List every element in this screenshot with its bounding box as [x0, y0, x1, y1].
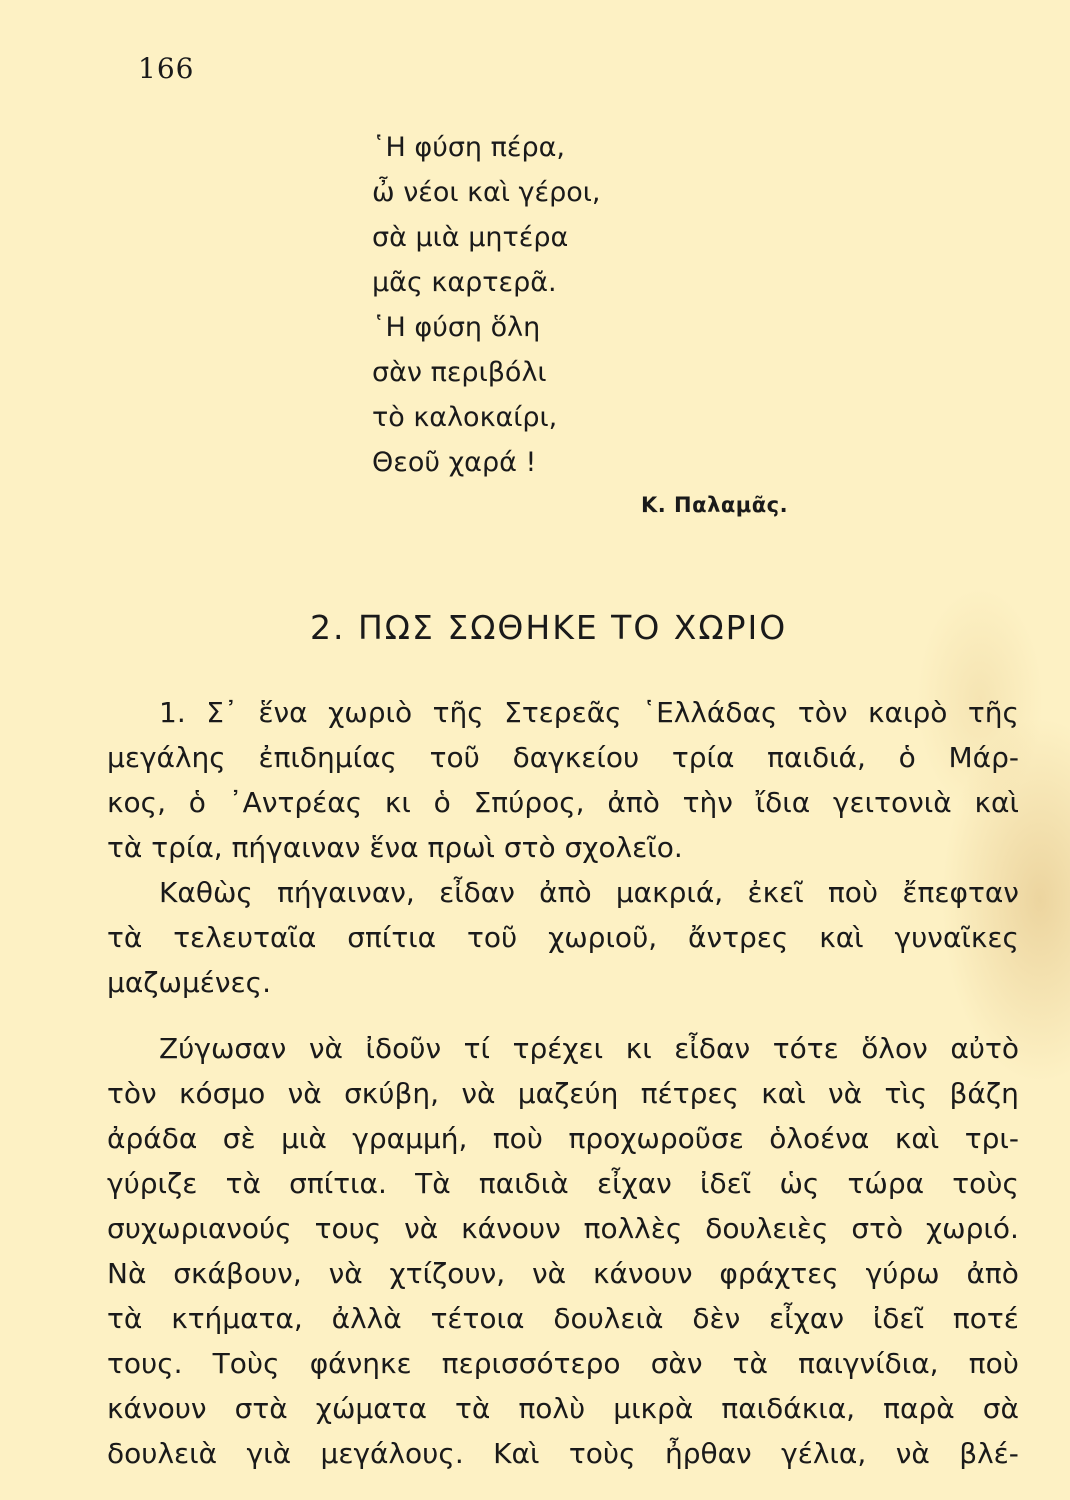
word: τους. — [107, 1347, 183, 1380]
word: δαγκείου — [512, 741, 640, 774]
word: ἰδεῖ — [700, 1167, 752, 1200]
word: κόσμο — [178, 1077, 266, 1110]
word: καὶ — [761, 1077, 806, 1110]
word: κτήματα, — [171, 1302, 303, 1335]
word: ὁ — [433, 786, 451, 819]
word: ὁ — [898, 741, 916, 774]
word: μεγάλης — [107, 741, 226, 774]
text-line: μαζωμένες. — [107, 966, 272, 999]
word: τέτοια — [430, 1302, 525, 1335]
word: στὸ — [851, 1212, 904, 1245]
word: εἶχαν — [596, 1167, 672, 1200]
word: ᾽Αντρέας — [228, 786, 363, 819]
word: κάνουν — [107, 1392, 207, 1425]
word: τῆς — [432, 696, 484, 729]
word: ποὺ — [492, 1122, 544, 1155]
word: ἀράδα — [107, 1122, 198, 1155]
word: χωριοῦ, — [548, 921, 658, 954]
word: καὶ — [894, 1122, 940, 1155]
word: τρέχει — [512, 1032, 604, 1065]
word: ὁλοένα — [769, 1122, 870, 1155]
word: τὰ — [455, 1392, 491, 1425]
poem-line: ῾Η φύση πέρα, — [372, 132, 565, 163]
word: αὐτὸ — [950, 1032, 1019, 1065]
word: τώρα — [847, 1167, 925, 1200]
word: προχωροῦσε — [568, 1122, 744, 1155]
word: τοὺς — [952, 1167, 1019, 1200]
word: κι — [625, 1032, 652, 1065]
word: ἀπὸ — [607, 786, 660, 819]
word: Τοὺς — [212, 1347, 280, 1380]
word: ὡς — [779, 1167, 820, 1200]
word: χώματα — [315, 1392, 427, 1425]
word: μακριά, — [615, 876, 724, 909]
word: φράχτες — [719, 1257, 839, 1290]
word: Καθὼς — [159, 876, 253, 909]
text-line — [107, 1161, 1019, 1206]
word: νὰ — [404, 1212, 439, 1245]
word: Σ᾽ — [206, 696, 238, 729]
word: τοῦ — [429, 741, 480, 774]
text-line — [107, 1341, 1019, 1386]
word: ἰδεῖ — [872, 1302, 925, 1335]
word: τοῦ — [466, 921, 518, 954]
text-line — [107, 1071, 1019, 1116]
word: πέτρες — [640, 1077, 739, 1110]
word: σὰ — [982, 1392, 1019, 1425]
word: τοὺς — [568, 1437, 636, 1470]
text-line — [107, 870, 1019, 915]
word: νὰ — [532, 1257, 567, 1290]
text-line — [107, 1386, 1019, 1431]
word: Μάρ- — [948, 741, 1019, 774]
text-line — [107, 1206, 1019, 1251]
word: τὴν — [682, 786, 733, 819]
word: ἰδοῦν — [365, 1032, 442, 1065]
word: κι — [384, 786, 411, 819]
word: νὰ — [287, 1077, 322, 1110]
word: σκάβουν, — [173, 1257, 302, 1290]
word: γέλια, — [781, 1437, 867, 1470]
poem-line: ῾Η φύση ὅλη — [372, 312, 541, 343]
text-line — [107, 915, 1019, 960]
word: σπίτια — [347, 921, 437, 954]
word: χωριό. — [926, 1212, 1019, 1245]
word: σκύβη, — [344, 1077, 440, 1110]
word: κος, — [107, 786, 166, 819]
word: ἐπιδημίας — [258, 741, 397, 774]
word: τὰ — [107, 921, 143, 954]
text-line — [107, 1116, 1019, 1161]
word: παιδάκια, — [721, 1392, 856, 1425]
text-line — [107, 1296, 1019, 1341]
word: δουλειὰ — [553, 1302, 664, 1335]
poem-line: τὸ καλοκαίρι, — [372, 402, 558, 433]
word: γειτονιὰ — [832, 786, 952, 819]
word: νὰ — [328, 1257, 363, 1290]
word: δουλειὰ — [107, 1437, 218, 1470]
word: καὶ — [974, 786, 1019, 819]
word: τότε — [772, 1032, 839, 1065]
word: παιδιὰ — [478, 1167, 569, 1200]
text-line: τὰ τρία, πήγαιναν ἕνα πρωὶ στὸ σχολεῖο. — [107, 831, 683, 864]
word: ἔπεφταν — [902, 876, 1019, 909]
word: βλέ- — [959, 1437, 1019, 1470]
word: γυναῖκες — [894, 921, 1019, 954]
word: δουλειὲς — [705, 1212, 829, 1245]
word: τὶς — [884, 1077, 928, 1110]
word: ἐκεῖ — [747, 876, 804, 909]
poem — [372, 125, 601, 485]
paragraph — [107, 690, 1019, 870]
word: πήγαιναν, — [277, 876, 415, 909]
text-line — [107, 690, 1019, 735]
word: τὰ — [107, 1302, 143, 1335]
poem-line: ὦ νέοι καὶ γέροι, — [372, 177, 601, 208]
word: τρία — [671, 741, 735, 774]
word: Ζύγωσαν — [159, 1032, 287, 1065]
word: ποτέ — [952, 1302, 1019, 1335]
word: νὰ — [828, 1077, 863, 1110]
word: στὰ — [234, 1392, 288, 1425]
poem-line: μᾶς καρτερᾶ. — [372, 267, 557, 298]
word: Σπύρος, — [473, 786, 585, 819]
word: ἕνα — [258, 696, 308, 729]
text-line — [107, 1026, 1019, 1071]
word: τους — [314, 1212, 382, 1245]
word: Καὶ — [493, 1437, 540, 1470]
word: τρι- — [964, 1122, 1019, 1155]
word: ἀπὸ — [966, 1257, 1019, 1290]
word: βάζη — [949, 1077, 1019, 1110]
word: ποὺ — [827, 876, 879, 909]
poem-author: Κ. Παλαμᾶς. — [641, 493, 789, 517]
paragraph-gap — [107, 1005, 1019, 1026]
word: περισσότερο — [441, 1347, 621, 1380]
word: τὰ — [225, 1167, 261, 1200]
word: παρὰ — [883, 1392, 955, 1425]
section-heading: 2. ΠΩΣ ΣΩΘΗΚΕ ΤΟ ΧΩΡΙΟ — [310, 608, 788, 647]
word: γιὰ — [246, 1437, 292, 1470]
word: ἀλλὰ — [331, 1302, 402, 1335]
word: πολὺ — [518, 1392, 586, 1425]
word: ἴδια — [755, 786, 811, 819]
word: γύριζε — [107, 1167, 198, 1200]
word: μαζεύη — [517, 1077, 619, 1110]
word: ῾Ελλάδας — [642, 696, 778, 729]
word: ὅλον — [861, 1032, 928, 1065]
poem-line: σὰν περιβόλι — [372, 357, 547, 388]
word: εἶδαν — [674, 1032, 751, 1065]
word: πολλὲς — [583, 1212, 683, 1245]
word: τῆς — [967, 696, 1019, 729]
word: 1. — [159, 696, 186, 729]
word: τὸν — [107, 1077, 157, 1110]
word: ἦρθαν — [664, 1437, 752, 1470]
word: τὰ — [732, 1347, 768, 1380]
word: καιρὸ — [868, 696, 948, 729]
word: εἶδαν — [439, 876, 515, 909]
poem-line: σὰ μιὰ μητέρα — [372, 222, 569, 253]
word: νὰ — [308, 1032, 343, 1065]
word: ὁ — [188, 786, 206, 819]
word: σπίτια. — [289, 1167, 387, 1200]
paragraph — [107, 870, 1019, 1005]
paragraph — [107, 1026, 1019, 1476]
word: καὶ — [819, 921, 864, 954]
body-text — [107, 690, 1019, 1476]
text-line — [107, 1431, 1019, 1476]
word: μεγάλους. — [320, 1437, 464, 1470]
word: δὲν — [692, 1302, 741, 1335]
word: παιγνίδια, — [798, 1347, 939, 1380]
word: σὲ — [222, 1122, 256, 1155]
word: φάνηκε — [309, 1347, 412, 1380]
word: μιὰ — [281, 1122, 327, 1155]
word: γύρω — [865, 1257, 940, 1290]
word: Τὰ — [415, 1167, 451, 1200]
poem-line: Θεοῦ χαρά ! — [372, 447, 537, 478]
text-line — [107, 780, 1019, 825]
word: παιδιά, — [767, 741, 866, 774]
word: τὸν — [797, 696, 848, 729]
word: τελευταῖα — [173, 921, 317, 954]
word: γραμμή, — [352, 1122, 468, 1155]
word: τί — [463, 1032, 491, 1065]
page-number: 166 — [138, 52, 195, 85]
word: κάνουν — [461, 1212, 561, 1245]
word: νὰ — [461, 1077, 496, 1110]
word: σὰν — [650, 1347, 703, 1380]
word: νὰ — [895, 1437, 930, 1470]
word: Στερεᾶς — [504, 696, 622, 729]
word: χωριὸ — [328, 696, 413, 729]
word: Νὰ — [107, 1257, 147, 1290]
text-line — [107, 1251, 1019, 1296]
word: μικρὰ — [613, 1392, 694, 1425]
word: συχωριανούς — [107, 1212, 292, 1245]
word: ἀπὸ — [539, 876, 592, 909]
word: κάνουν — [592, 1257, 693, 1290]
word: εἶχαν — [769, 1302, 844, 1335]
word: ποὺ — [968, 1347, 1019, 1380]
word: χτίζουν, — [389, 1257, 506, 1290]
word: ἄντρες — [688, 921, 789, 954]
text-line — [107, 735, 1019, 780]
